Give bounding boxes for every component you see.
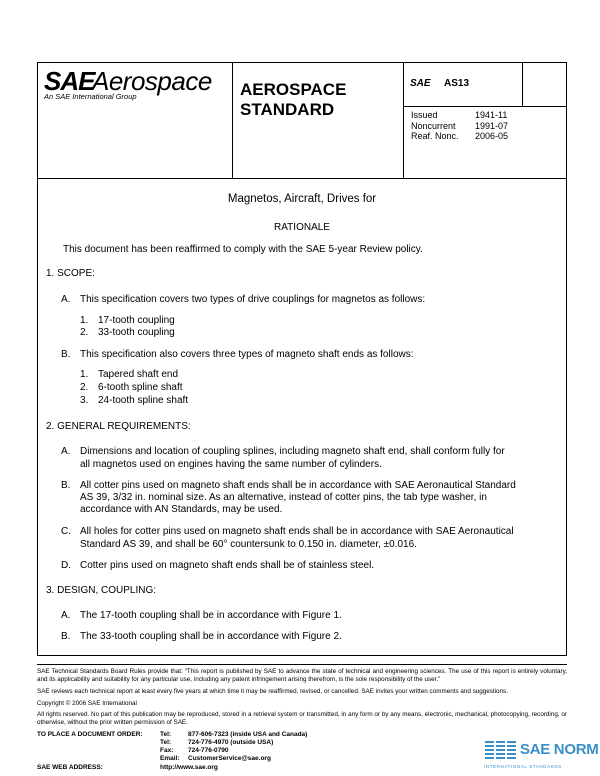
sae-norm-stamp-text: SAE NORM (520, 741, 599, 758)
section-1b-text: This specification also covers three types of magneto shaft ends as follows: (80, 349, 414, 360)
list-number: 2. (80, 327, 89, 338)
aerospace-logo-text: Aerospace (92, 66, 212, 96)
list-number: 3. (80, 395, 89, 406)
section-2-title: 2. GENERAL REQUIREMENTS: (46, 421, 191, 432)
order-label: TO PLACE A DOCUMENT ORDER: (37, 731, 143, 738)
meta-row-issued (411, 110, 508, 121)
sae-norm-logo-icon (485, 738, 517, 766)
item-label: A. (61, 294, 71, 305)
web-address-link[interactable]: http://www.sae.org (160, 764, 218, 771)
section-3a-text: The 17-tooth coupling shall be in accordance with Figure 1. (80, 610, 342, 621)
footer-copyright: Copyright © 2006 SAE International (37, 700, 137, 707)
meta-row-reaffirmed (411, 131, 508, 142)
contact-email[interactable]: CustomerService@sae.org (188, 755, 271, 762)
section-2b-line-1: All cotter pins used on magneto shaft ends shall be in accordance with SAE Aeronautical Standard (80, 480, 516, 491)
sae-doc-mark: SAE (410, 78, 431, 89)
item-label: C. (61, 526, 71, 537)
item-label: D. (61, 560, 71, 571)
meta-value: 1941-11 (475, 110, 508, 120)
section-3b-text: The 33-tooth coupling shall be in accordance with Figure 2. (80, 631, 342, 642)
section-2a-line-1: Dimensions and location of coupling splines, including magneto shaft end, shall conform fully for (80, 446, 505, 457)
section-2a-line-2: all magnetos used on engines having the same number of cylinders. (80, 459, 382, 470)
list-number: 2. (80, 382, 89, 393)
list-number: 1. (80, 315, 89, 326)
item-label: B. (61, 349, 71, 360)
section-2b-line-2: AS 39, 3/32 in. nominal size. As an alternative, instead of cotter pins, the tab type washer, in (80, 492, 487, 503)
footer-rights-paragraph: All rights reserved. No part of this publication may be reproduced, stored in a retrieval system or transmitted, in any form or by any means, electronic, mechanical, photocopying, recording, or otherwise, without the prior written permission of SAE. (37, 711, 567, 726)
section-2c-line-1: All holes for cotter pins used on magneto shaft ends shall be in accordance with SAE Aeronautical (80, 526, 514, 537)
item-label: A. (61, 610, 71, 621)
contact-value: 724-776-4970 (outside USA) (188, 739, 274, 746)
contact-key: Email: (160, 755, 180, 762)
header-divider-v2 (403, 62, 404, 178)
list-number: 1. (80, 369, 89, 380)
item-label: B. (61, 480, 71, 491)
section-2d-text: Cotter pins used on magneto shaft ends shall be of stainless steel. (80, 560, 375, 571)
section-2c-line-2: Standard AS 39, and shall be 60° countersunk to 0.150 in. diameter, ±0.016. (80, 539, 417, 550)
header-divider-v1 (232, 62, 233, 178)
meta-label: Issued (411, 110, 438, 120)
contact-value: 877-606-7323 (inside USA and Canada) (188, 731, 308, 738)
header-divider-h2 (403, 106, 567, 107)
rationale-heading: RATIONALE (274, 222, 330, 233)
meta-value: 2006-05 (475, 131, 509, 141)
footer-review-paragraph: SAE reviews each technical report at least every five years at which time it may be reaffirmed, revised, or cancelled. SAE invites your written comments and suggestions. (37, 688, 508, 695)
list-item: 17-tooth coupling (98, 315, 175, 326)
meta-label: Noncurrent (411, 120, 456, 131)
list-item: 33-tooth coupling (98, 327, 175, 338)
list-item: 24-tooth spline shaft (98, 395, 189, 406)
contact-key: Tel: (160, 731, 172, 738)
item-label: A. (61, 446, 71, 457)
list-item: 6-tooth spline shaft (98, 382, 183, 393)
item-label: B. (61, 631, 71, 642)
meta-value: 1991-07 (475, 120, 509, 131)
sae-logo-mark: SAE (44, 66, 95, 96)
meta-row-noncurrent (411, 121, 508, 132)
document-subject: Magnetos, Aircraft, Drives for (227, 193, 377, 205)
title-line-1: AEROSPACE (240, 80, 347, 99)
document-number: AS13 (444, 78, 470, 89)
document-dates (411, 110, 508, 142)
contact-key: Fax: (160, 747, 174, 754)
list-item: Tapered shaft end (98, 369, 179, 380)
section-3-title: 3. DESIGN, COUPLING: (46, 585, 157, 596)
footer-divider (37, 664, 567, 665)
sae-norm-stamp-sub: INTERNATIONAL STANDARDS (484, 764, 562, 769)
rationale-text: This document has been reaffirmed to comply with the SAE 5-year Review policy. (63, 244, 423, 255)
section-1a-text: This specification covers two types of drive couplings for magnetos as follows: (80, 294, 426, 305)
logo-group-text: An SAE International Group (44, 92, 137, 101)
footer-rules-paragraph: SAE Technical Standards Board Rules provide that: “This report is published by SAE to advance the state of technical and engineering sciences. The use of this report is entirely voluntary, and its applicability and suitability for any particular use, including any patent infringement arising therefrom, is the sole responsibility of the user.” (37, 668, 567, 683)
document-title (240, 80, 346, 120)
header-divider-v3 (522, 62, 523, 107)
contact-key: Tel: (160, 739, 172, 746)
header-divider (37, 178, 567, 179)
contact-value: 724-776-0790 (188, 747, 229, 754)
web-label: SAE WEB ADDRESS: (37, 764, 103, 771)
section-2b-line-3: accordance with AN Standards, may be used. (80, 504, 283, 515)
section-1-title: 1. SCOPE: (46, 268, 95, 279)
meta-label: Reaf. Nonc. (411, 131, 459, 141)
title-line-2: STANDARD (240, 100, 335, 119)
